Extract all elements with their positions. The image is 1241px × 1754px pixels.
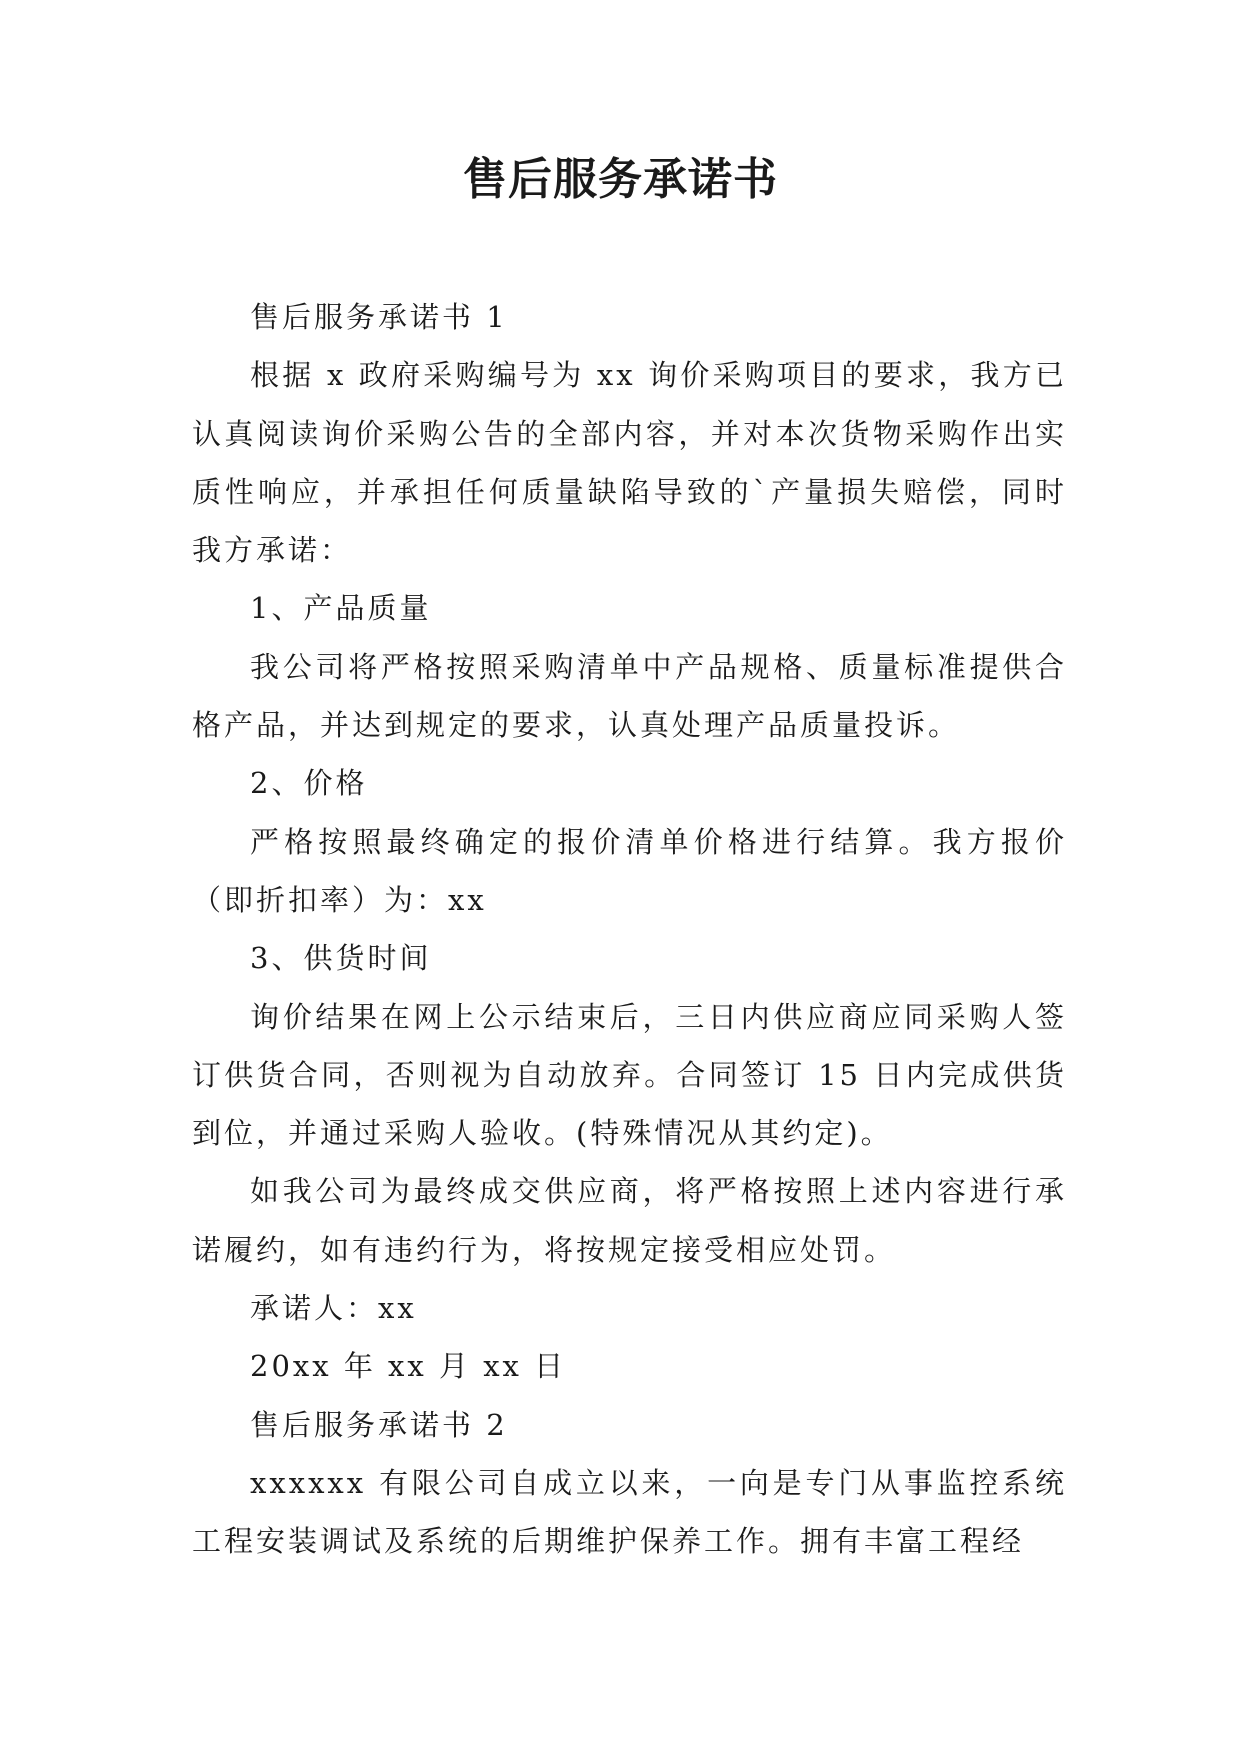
paragraph-delivery: 询价结果在网上公示结束后，三日内供应商应同采购人签订供货合同，否则视为自动放弃。合同签订 15 日内完成供货到位，并通过采购人验收。(特殊情况从其约定)。 [192, 999, 1067, 1151]
paragraph-commitment: 如我公司为最终成交供应商，将严格按照上述内容进行承诺履约，如有违约行为，将按规定接受相应处罚。 [192, 1174, 1067, 1267]
signatory-line: 承诺人：xx [250, 1291, 417, 1326]
paragraph-company: xxxxxx 有限公司自成立以来，一向是专门从事监控系统工程安装调试及系统的后期维护保养工作。拥有丰富工程经 [192, 1465, 1067, 1559]
item-heading-quality: 1、产品质量 [250, 591, 432, 626]
item-heading-delivery: 3、供货时间 [250, 941, 432, 976]
paragraph-intro: 根据 x 政府采购编号为 xx 询价采购项目的要求，我方已认真阅读询价采购公告的全部内容，并对本次货物采购作出实质性响应，并承担任何质量缺陷导致的`产量损失赔偿，同时我方承诺： [192, 358, 1067, 568]
paragraph-price: 严格按照最终确定的报价清单价格进行结算。我方报价（即折扣率）为：xx [192, 824, 1067, 917]
section-heading-1: 售后服务承诺书 1 [250, 300, 508, 334]
date-line: 20xx 年 xx 月 xx 日 [250, 1349, 567, 1384]
document-body [192, 288, 1067, 1571]
section-heading-2: 售后服务承诺书 2 [250, 1407, 508, 1442]
item-heading-price: 2、价格 [250, 766, 368, 801]
paragraph-quality: 我公司将严格按照采购清单中产品规格、质量标准提供合格产品，并达到规定的要求，认真处理产品质量投诉。 [192, 649, 1067, 743]
document-title: 售后服务承诺书 [463, 154, 778, 205]
